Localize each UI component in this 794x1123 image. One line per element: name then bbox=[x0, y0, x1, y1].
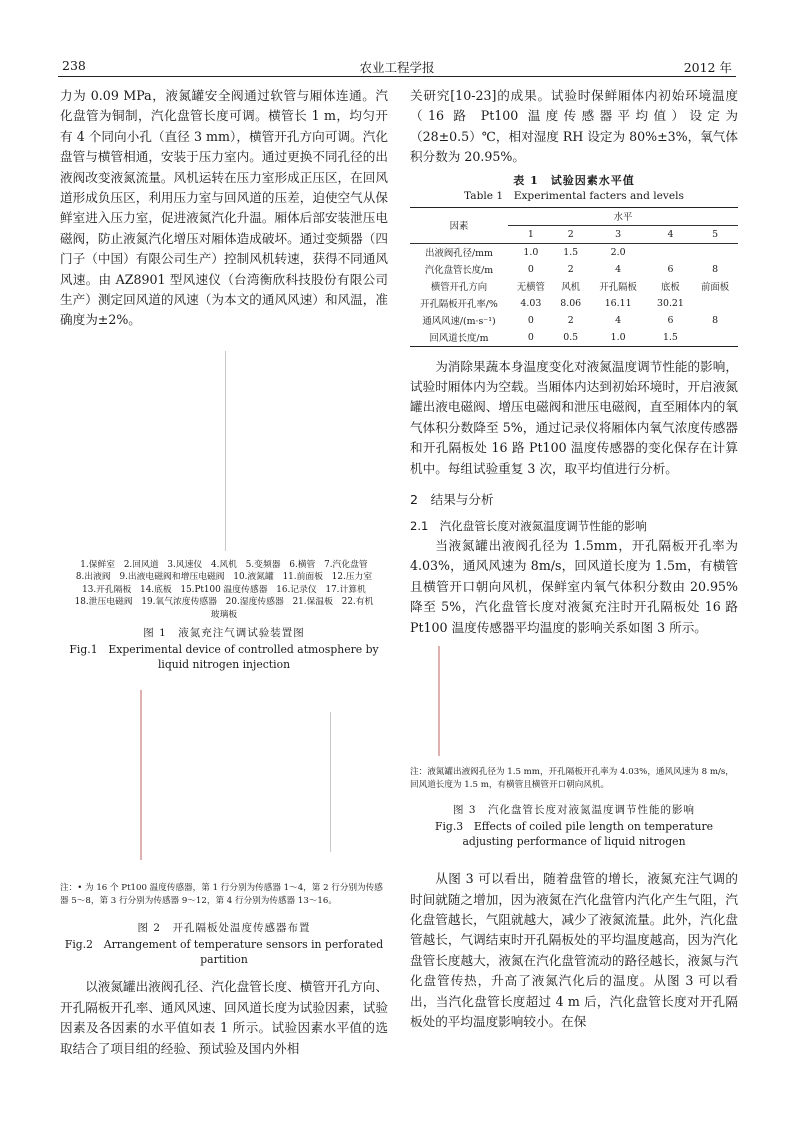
table-factor-header: 因素 bbox=[410, 207, 508, 243]
page-number: 238 bbox=[62, 58, 86, 73]
cell: 4 bbox=[615, 314, 622, 326]
table-header-row bbox=[410, 207, 738, 225]
section-2-heading: 2 结果与分析 bbox=[410, 492, 494, 508]
right-paragraph-1: 关研究[10-23]的成果。试验时保鲜厢体内初始环境温度（16 路 Pt100 温度传感器平均值）设定为（28±0.5）℃，相对湿度 RH 设定为 80%±3%，氧气体积分数为 20.95%。 bbox=[410, 88, 739, 165]
cell bbox=[692, 295, 738, 312]
level-number: 1 bbox=[508, 225, 554, 243]
table-row bbox=[410, 295, 738, 312]
right-paragraph-2: 为消除果蔬本身温度变化对液氮温度调节性能的影响，试验时厢体内为空载。当厢体内达到初始环境时，开启液氮罐出液电磁阀、增压电磁阀和泄压电磁阀，直至厢体内的氧气体积分数降至 5%，通过记录仪将厢体内氧气浓度传感器和开孔隔板处 16 路 Pt100 温度传感器的变化保存在计算机中。每组试验重复 3 次，取平均值进行分析。 bbox=[410, 358, 738, 476]
factor-name: 回风道长度/m bbox=[410, 329, 508, 347]
table-level-header: 水平 bbox=[508, 207, 738, 225]
fig1-legend-line: 1.保鲜室 2.回风道 3.风速仪 4.风机 5.变频器 6.横管 7.汽化盘管 bbox=[80, 559, 368, 570]
cell: 2 bbox=[567, 263, 574, 275]
fig1-legend-line: 8.出液阀 9.出液电磁阀和增压电磁阀 10.液氮罐 11.前面板 12.压力室 bbox=[75, 572, 373, 583]
cell: 2.0 bbox=[610, 246, 626, 258]
left-column bbox=[60, 86, 388, 1059]
figure-1-caption-cn: 图 1 液氮充注气调试验装置图 bbox=[143, 627, 305, 640]
cell bbox=[692, 243, 738, 261]
left-paragraph-1: 力为 0.09 MPa，液氮罐安全阀通过软管与厢体连通。汽化盘管为铜制，汽化盘管长度可调。横管长 1 m，均匀开有 4 个同向小孔（直径 3 mm），横管开孔方向可调。汽化盘管与横管相通，安装于压力室内。通过更换不同孔径的出液阀改变液氮流量。风机运转在压力室形成正压区，在回风道形成负压区，利用压力室与回风道的压差，迫使空气从保鲜室进入压力室，促进液氮汽化升温。厢体后部安装泄压电磁阀，防止液氮汽化增压对厢体造成破坏。通过变频器（四门子（中国）有限公司生产）控制风机转速，获得不同通风风速。由 AZ8901 型风速仪（台湾衡欣科技股份有限公司生产）测定回风道的风速（为本文的通风风速）和风温，准确度为±2%。 bbox=[60, 88, 388, 328]
right-paragraph-4: 从图 3 可以看出，随着盘管的增长，液氮充注气调的时间就随之增加，因为液氮在汽化盘管内汽化产生气阻，汽化盘管越长，气阻就越大，减少了液氮流量。此外，汽化盘管越长，气调结束时开孔隔板处的平均温度越高，因为汽化盘管长度越大，液氮在汽化盘管流动的路径越长，液氮与汽化盘管传热，升高了液氮汽化后的温度。从图 3 可以看出，当汽化盘管长度超过 4 m 后，汽化盘管长度对开孔隔板处的平均温度影响较小。在保 bbox=[410, 871, 738, 1029]
cell bbox=[649, 243, 693, 261]
level-number: 2 bbox=[554, 225, 588, 243]
faint-line bbox=[438, 646, 440, 756]
factor-name: 出液阀孔径/mm bbox=[425, 248, 493, 260]
cell: 1.5 bbox=[649, 329, 693, 347]
table-row bbox=[410, 261, 738, 278]
figure-3-note: 注：液氮罐出液阀孔径为 1.5 mm，开孔隔板开孔率为 4.03%，通风风速为 8 m/s，回风道长度为 1.5 m，有横管且横管开口朝向风机。 bbox=[410, 767, 734, 791]
figure-1-image bbox=[60, 331, 388, 559]
section-2-1-heading: 2.1 汽化盘管长度对液氮温度调节性能的影响 bbox=[410, 519, 647, 534]
cell bbox=[692, 329, 738, 347]
cell: 8 bbox=[712, 314, 719, 326]
cell: 16.11 bbox=[604, 297, 632, 309]
cell: 6 bbox=[667, 263, 674, 275]
faint-line bbox=[225, 351, 226, 551]
figure-2-image bbox=[60, 672, 388, 882]
cell: 0 bbox=[508, 329, 554, 347]
level-number: 4 bbox=[649, 225, 693, 243]
factor-name: 汽化盘管长度/m bbox=[424, 265, 494, 277]
cell: 风机 bbox=[561, 282, 581, 294]
cell: 6 bbox=[667, 314, 674, 326]
figure-3-caption-cn: 图 3 汽化盘管长度对液氮温度调节性能的影响 bbox=[452, 804, 696, 817]
figure-3-image bbox=[410, 638, 738, 766]
cell: 8.06 bbox=[560, 297, 582, 309]
figure-3-caption-en: Fig.3 Effects of coiled pile length on temperature adjusting performance of liquid nitrogen bbox=[434, 820, 714, 849]
table-1 bbox=[410, 207, 738, 347]
left-paragraph-2: 以液氮罐出液阀孔径、汽化盘管长度、横管开孔方向、开孔隔板开孔率、通风风速、回风道长度为试验因素，试验因素及各因素的水平值如表 1 所示。试验因素水平值的选取结合了项目组的经验、预试验及国内外相 bbox=[60, 979, 388, 1056]
cell: 无横管 bbox=[516, 282, 545, 294]
faint-line bbox=[140, 690, 142, 860]
cell: 1.0 bbox=[588, 329, 649, 347]
journal-name: 农业工程学报 bbox=[359, 60, 435, 75]
factor-name: 开孔隔板开孔率/% bbox=[420, 299, 498, 311]
figure-1-caption-en: Fig.1 Experimental device of controlled atmosphere by liquid nitrogen injection bbox=[69, 643, 379, 672]
figure-2-caption-en: Fig.2 Arrangement of temperature sensors in perforated partition bbox=[64, 938, 384, 967]
level-number: 3 bbox=[588, 225, 649, 243]
year: 2012 年 bbox=[683, 60, 732, 75]
header-rule bbox=[58, 76, 736, 77]
table-1-caption-cn: 表 1 试验因素水平值 bbox=[513, 173, 635, 187]
table-row bbox=[410, 329, 738, 347]
cell: 1.5 bbox=[563, 246, 579, 258]
factor-name: 横管开孔方向 bbox=[430, 282, 488, 294]
cell: 0.5 bbox=[554, 329, 588, 347]
running-header bbox=[62, 58, 732, 76]
cell: 30.21 bbox=[657, 297, 684, 309]
cell: 4.03 bbox=[520, 297, 542, 309]
cell: 开孔隔板 bbox=[599, 282, 637, 294]
fig1-legend-line: 18.泄压电磁阀 19.氧气浓度传感器 20.湿度传感器 21.保温板 22.有机 bbox=[74, 597, 374, 608]
cell: 8 bbox=[712, 263, 719, 275]
table-row bbox=[410, 243, 738, 261]
cell: 底板 bbox=[661, 282, 680, 294]
right-column bbox=[410, 86, 738, 1032]
factor-name: 通风风速/(m·s⁻¹) bbox=[422, 316, 496, 328]
cell: 前面板 bbox=[701, 282, 730, 294]
table-1-caption-en: Table 1 Experimental facters and levels bbox=[464, 189, 684, 202]
faint-line bbox=[330, 712, 331, 852]
cell: 2 bbox=[567, 314, 574, 326]
figure-2-caption-cn: 图 2 开孔隔板处温度传感器布置 bbox=[137, 922, 311, 935]
table-row bbox=[410, 278, 738, 295]
level-number: 5 bbox=[692, 225, 738, 243]
figure-2-note: 注：• 为 16 个 Pt100 温度传感器，第 1 行分别为传感器 1～4，第 2 行分别为传感器 5～8，第 3 行分别为传感器 9～12，第 4 行分别为传感器 13～16。 bbox=[60, 883, 383, 907]
cell: 1.0 bbox=[523, 246, 539, 258]
right-paragraph-3: 当液氮罐出液阀孔径为 1.5mm，开孔隔板开孔率为 4.03%，通风风速为 8m/s，回风道长度为 1.5m，有横管且横管开口朝向风机，保鲜室内氧气体积分数由 20.95% 降至 5%，汽化盘管长度对液氮充注时开孔隔板处 16 路 Pt100 温度传感器平均温度的影响关系如图 3 所示。 bbox=[410, 538, 738, 635]
table-row bbox=[410, 312, 738, 329]
fig1-legend-line: 13.开孔隔板 14.底板 15.Pt100 温度传感器 16.记录仪 17.计算机 bbox=[82, 584, 366, 595]
cell: 0 bbox=[527, 314, 534, 326]
cell: 0 bbox=[527, 263, 534, 275]
fig1-legend-line: 玻璃板 bbox=[210, 609, 238, 620]
figure-1-legend bbox=[60, 559, 388, 622]
cell: 4 bbox=[615, 263, 622, 275]
